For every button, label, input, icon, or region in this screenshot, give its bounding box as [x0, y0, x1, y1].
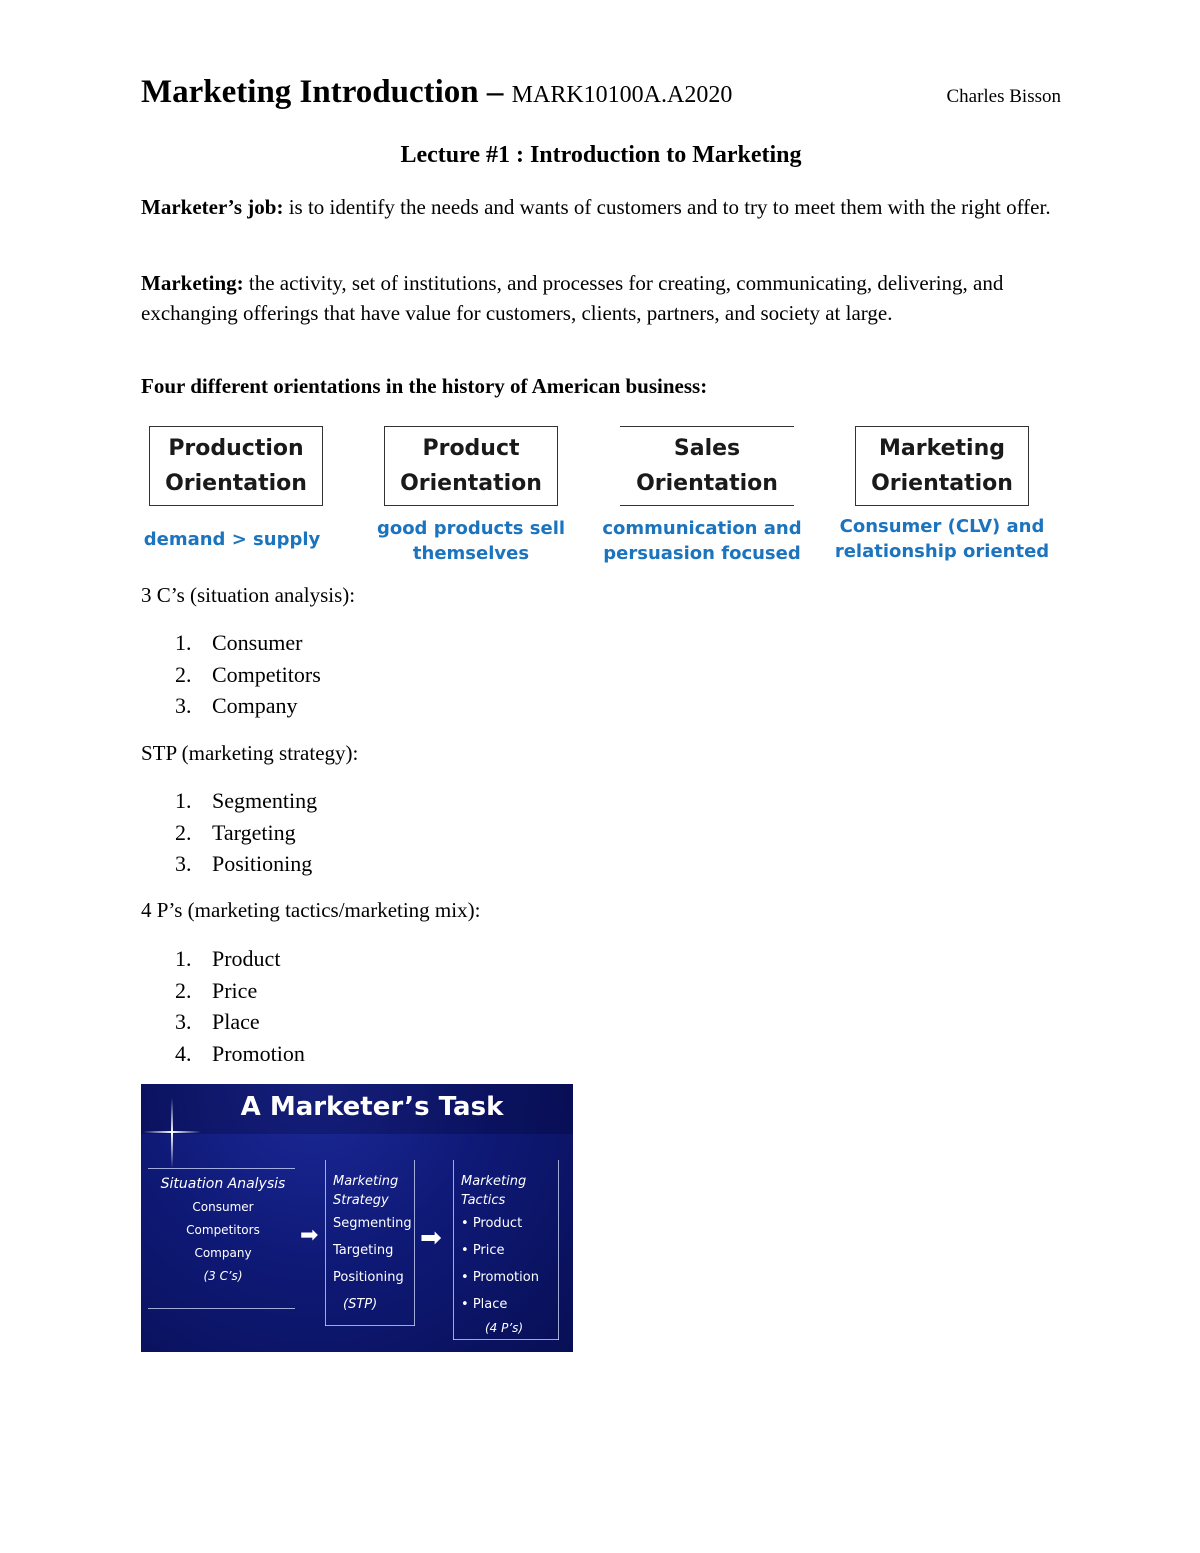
tactics-item: • Price	[461, 1243, 505, 1258]
marketer-job-text: is to identify the needs and wants of customers and to try to meet them with the right offer.	[283, 195, 1051, 219]
strategy-item: Positioning	[333, 1270, 404, 1285]
slide-title: A Marketer’s Task	[240, 1092, 504, 1122]
divider	[148, 1168, 295, 1169]
list-item: 3. Place	[175, 1006, 305, 1038]
list-item: 2. Targeting	[175, 817, 317, 849]
tactics-title-line1: Marketing	[461, 1174, 527, 1189]
lecture-title: Lecture #1 : Introduction to Marketing	[400, 142, 802, 168]
list-item-text: Consumer	[212, 630, 303, 655]
stp-heading: STP (marketing strategy):	[141, 741, 359, 765]
list-item: 2. Price	[175, 975, 305, 1007]
situation-note: (3 C’s)	[203, 1269, 243, 1283]
list-item-text: Targeting	[212, 819, 296, 845]
orientation-line2: Orientation	[871, 471, 1013, 496]
list-item-text: Promotion	[212, 1041, 305, 1067]
list-item-text: Place	[212, 1009, 260, 1035]
list-item: 3. Positioning	[175, 848, 317, 880]
three-cs-list	[175, 627, 321, 722]
orientation-box-marketing	[855, 426, 1029, 506]
strategy-title	[333, 1172, 415, 1210]
orientation-line1: Product	[422, 436, 520, 461]
caption-line2: themselves	[412, 543, 530, 564]
three-cs-heading: 3 C’s (situation analysis):	[141, 583, 356, 607]
caption-line1: Consumer (CLV) and	[839, 516, 1045, 537]
author-name: Charles Bisson	[946, 86, 1061, 107]
caption-line1: demand > supply	[143, 529, 321, 550]
orientation-caption-production	[117, 527, 347, 552]
orientation-caption-marketing	[827, 514, 1057, 564]
orientation-box-product	[384, 426, 558, 506]
orientation-line1: Production	[168, 436, 304, 461]
orientation-caption-product	[356, 516, 586, 566]
marketer-job-paragraph	[141, 192, 1061, 222]
situation-analysis-column	[148, 1173, 298, 1288]
divider	[325, 1160, 326, 1326]
caption-line2: relationship oriented	[834, 541, 1050, 562]
marketer-job-label: Marketer’s job:	[141, 195, 284, 219]
document-header	[141, 74, 1061, 114]
orientation-box-sales	[620, 426, 794, 506]
list-item-text: Price	[212, 977, 258, 1003]
list-item-text: Segmenting	[212, 788, 318, 813]
list-item-text: Competitors	[212, 661, 321, 687]
tactics-item: • Product	[461, 1216, 523, 1231]
situation-item: Competitors	[186, 1223, 260, 1237]
strategy-item: Segmenting	[333, 1216, 412, 1231]
caption-line2: persuasion focused	[603, 543, 801, 564]
list-item-text: Positioning	[212, 851, 313, 877]
orientation-line1: Marketing	[878, 436, 1006, 461]
marketing-definition-label: Marketing:	[141, 271, 244, 295]
orientation-caption-sales	[587, 516, 817, 566]
right-arrow-icon: ➡	[300, 1223, 319, 1248]
strategy-title-line1: Marketing	[333, 1174, 399, 1189]
marketing-tactics-column	[461, 1172, 559, 1338]
tactics-item-text: Price	[472, 1243, 505, 1258]
four-ps-heading: 4 P’s (marketing tactics/marketing mix):	[141, 898, 481, 922]
right-arrow-icon: ➡	[420, 1223, 442, 1253]
caption-line1: good products sell	[376, 518, 566, 539]
divider	[453, 1160, 454, 1340]
orientation-line2: Orientation	[636, 471, 778, 496]
situation-item: Company	[194, 1246, 252, 1260]
tactics-title-line2: Tactics	[461, 1193, 506, 1208]
tactics-item-text: Product	[472, 1216, 523, 1231]
divider	[325, 1325, 415, 1326]
marketing-definition-text: the activity, set of institutions, and processes for creating, communicating, delivering, and exchanging offerings that have value for customers, clients, partners, and society at large.	[141, 271, 1004, 325]
orientations-heading: Four different orientations in the history of American business:	[141, 374, 708, 398]
tactics-item-text: Place	[472, 1297, 508, 1312]
marketers-task-slide	[141, 1084, 573, 1352]
marketing-definition-paragraph	[141, 268, 1061, 328]
list-item: 1. Product	[175, 943, 305, 975]
marketing-strategy-column	[333, 1172, 415, 1318]
list-item: 1. Consumer	[175, 627, 321, 659]
situation-analysis-title: Situation Analysis	[160, 1176, 286, 1192]
tactics-note: (4 P’s)	[485, 1321, 524, 1335]
tactics-title	[461, 1172, 559, 1210]
course-title	[141, 74, 732, 111]
list-item: 4. Promotion	[175, 1038, 305, 1070]
orientation-line2: Orientation	[400, 471, 542, 496]
list-item: 3. Company	[175, 690, 321, 722]
list-item-text: Product	[212, 946, 281, 971]
list-item: 2. Competitors	[175, 659, 321, 691]
tactics-item: • Place	[461, 1297, 508, 1312]
caption-line1: communication and	[602, 518, 802, 539]
stp-list	[175, 785, 317, 880]
orientation-line2: Orientation	[165, 471, 307, 496]
four-ps-list	[175, 943, 305, 1070]
tactics-item-text: Promotion	[472, 1270, 539, 1285]
list-item: 1. Segmenting	[175, 785, 317, 817]
strategy-item: Targeting	[333, 1243, 394, 1258]
divider	[453, 1339, 559, 1340]
list-item-text: Company	[212, 693, 298, 719]
orientation-box-production	[149, 426, 323, 506]
strategy-note: (STP)	[343, 1297, 378, 1312]
course-title-text: Marketing Introduction –	[141, 74, 512, 110]
tactics-item: • Promotion	[461, 1270, 539, 1285]
situation-item: Consumer	[192, 1200, 254, 1214]
strategy-title-line2: Strategy	[333, 1193, 389, 1208]
divider	[148, 1308, 295, 1309]
orientation-line1: Sales	[673, 436, 741, 461]
course-code: MARK10100A.A2020	[511, 82, 733, 108]
